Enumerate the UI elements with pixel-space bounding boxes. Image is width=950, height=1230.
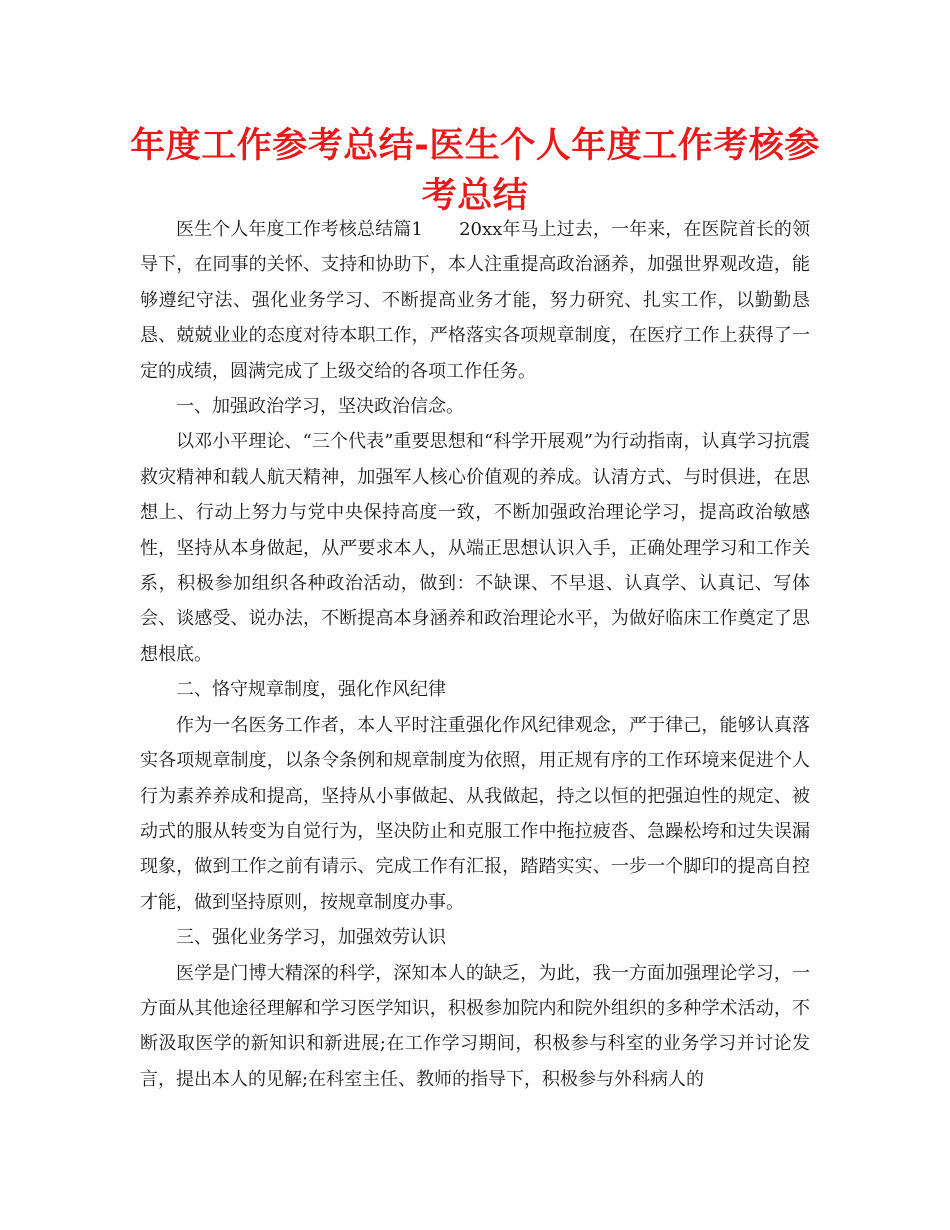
paragraph-section-3: 医学是门博大精深的科学，深知本人的缺乏，为此，我一方面加强理论学习，一方面从其他途径理解和学习医学知识，积极参加院内和院外组织的多种学术活动，不断汲取医学的新知识和新进展;在工作学习期间，积极参与科室的业务学习并讨论发言，提出本人的见解;在科室主任、教师的指导下，积极参与外科病人的: [140, 962, 810, 1090]
paragraph-intro: 医生个人年度工作考核总结篇1 20xx年马上过去，一年来，在医院首长的领导下，在同事的关怀、支持和协助下，本人注重提高政治涵养，加强世界观改造，能够遵纪守法、强化业务学习、不断提高业务才能，努力研究、扎实工作，以勤勤恳恳、兢兢业业的态度对待本职工作，严格落实各项规章制度，在医疗工作上获得了一定的成绩，圆满完成了上级交给的各项工作任务。: [140, 219, 810, 382]
section-heading-2: 二、恪守规章制度，强化作风纪律: [176, 679, 446, 701]
paragraph-section-1: 以邓小平理论、“三个代表”重要思想和“科学开展观”为行动指南，认真学习抗震救灾精神和载人航天精神，加强军人核心价值观的养成。认清方式、与时俱进，在思想上、行动上努力与党中央保持高度一致，不断加强政治理论学习，提高政治敏感性，坚持从本身做起，从严要求本人，从端正思想认识入手，正确处理学习和工作关系，积极参加组织各种政治活动，做到：不缺课、不早退、认真学、认真记、写体会、谈感受、说办法，不断提高本身涵养和政治理论水平，为做好临床工作奠定了思想根底。: [140, 431, 810, 665]
paragraph-section-2: 作为一名医务工作者，本人平时注重强化作风纪律观念，严于律己，能够认真落实各项规章制度，以条令条例和规章制度为依照，用正规有序的工作环境来促进个人行为素养养成和提高，坚持从小事做起、从我做起，持之以恒的把强迫性的规定、被动式的服从转变为自觉行为，坚决防止和克服工作中拖拉疲沓、急躁松垮和过失误漏现象，做到工作之前有请示、完成工作有汇报，踏踏实实、一步一个脚印的提高自控才能，做到坚持原则，按规章制度办事。: [140, 714, 810, 913]
section-heading-3: 三、强化业务学习，加强效劳认识: [176, 927, 446, 949]
document-title: 年度工作参考总结-医生个人年度工作考核参考总结: [130, 126, 820, 216]
document-body: [140, 212, 810, 1097]
section-heading-1: 一、加强政治学习，坚决政治信念。: [176, 396, 464, 418]
